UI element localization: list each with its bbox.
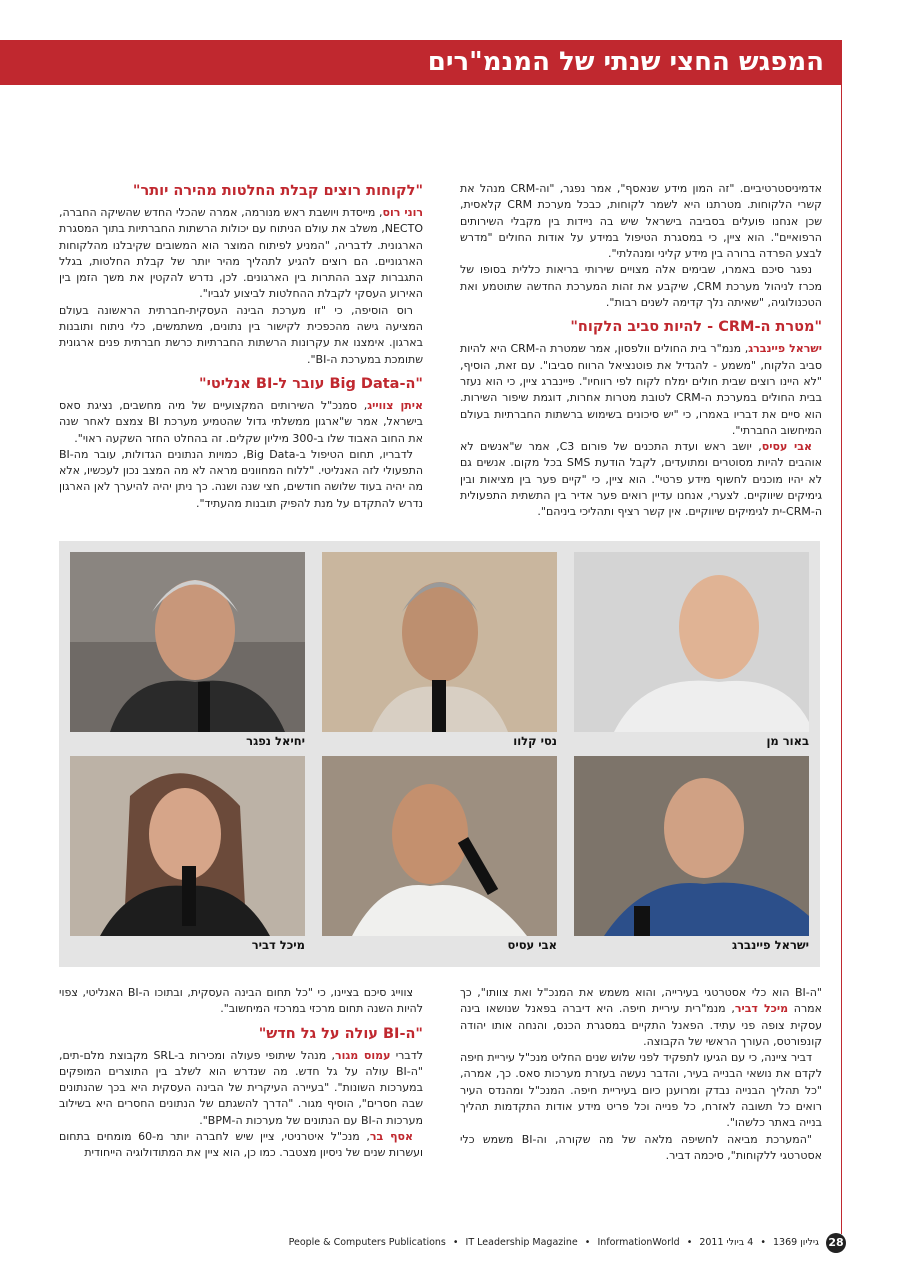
section-heading: "ה-BI עולה על גל חדש" bbox=[258, 1025, 423, 1042]
photo-caption: באור מן bbox=[766, 734, 809, 748]
paragraph: "המערכת מביאה לחשיפה מלאה של מה שקורה, וה-BI משמש כלי אסטרטגי ללקוחות", סיכמה דביר. bbox=[460, 1132, 822, 1162]
section-heading: "ה-Big Data עובר ל-BI אנליטי" bbox=[199, 375, 423, 392]
footer-separator: • bbox=[760, 1237, 766, 1248]
paragraph bbox=[59, 1048, 423, 1129]
paragraph-text: , מייסדת ויושבת ראש מנורמה, אמרה שהכלי החדש שהשיקה החברה, NECTO, משלב את עולם הניתוח עם יכולות הרשתות החברתיות בתוך המסגרת הארגונית. לדבריה, "המניע לפיתוח המוצר הוא המשובים שקיבלנו מהלקוחות הארגוניים. הם רוצים להגיע לתהליך מהיר יותר של קבלת החלטות, בגלל התגברות קצב ההתרות בין הארגונים. לכן, נדרש להקטין את משך הזמן בין האירוע העסקי לקבלת ההחלטות לביצוע לגביו". bbox=[59, 206, 423, 301]
portrait-photo bbox=[322, 552, 557, 732]
paragraph-text: , יושב ראש ועדת התכנים של פורום C3, אמר ש"אנשים לא אוהבים להיות מסוטרים ומתועדים, לקבל הודעת SMS בכל מקום. אנשים גם לא יהיו מוכנים לחשוף מידע פרטי". הוא ציין, כי "קיים פער בין מציאות ובין גימיקים שיווקיים. לצערי, אנחנו עדיין רואים פער אדיר בין התשתית התפעולית ה-CRM-ית לגימיקים שיווקיים. אין קשר רציף ותהליכי ביניהם". bbox=[460, 440, 822, 519]
magazine-name: IT Leadership Magazine bbox=[465, 1237, 578, 1248]
section-heading: "מטרת ה-CRM - להיות סביב הלקוח" bbox=[570, 319, 822, 336]
article-left-column-top bbox=[59, 175, 423, 512]
portrait-image bbox=[322, 756, 557, 936]
page-edge-line bbox=[841, 84, 842, 1234]
paragraph-text: , מנכ"ל איטרניטי, ציין שיש לחברה יותר מ-60 מומחים בתחום ועשרות שנים של ניסיון מצטבר. כמו כן, הוא ציין את המתודולוגיה הייחודית bbox=[59, 1130, 423, 1160]
paragraph-text: "ה-BI הוא כלי אסטרטגי בעירייה, והוא משמש את המנכ"ל ואת צוותו", כך אמרה bbox=[460, 986, 823, 1016]
paragraph: דביר ציינה, כי עם הגיעו לתפקיד לפני שלוש שנים החליט מנכ"ל עיריית חיפה לקדם את נושאי הבנייה בעיר, והדבר נעשה בעזרת מערכות סאס. כך, אמרה, "כל תהליך הבנייה נבדק ומרוענן כיום בעיריית חיפה. המנכ"ל ומהנדס העיר רואים כל תשובה לאזרח, כל פנייה וכל פריט מידע אודות התקדמות תהליך בנייה באתר כלשהו". bbox=[460, 1051, 822, 1130]
paragraph: צווייג סיכם בציינו, כי "כל תחום הבינה העסקית, ובתוכו ה-BI האנליטי, צפוי להיות השנה תחום מרכזי במרכזי המיחשוב". bbox=[59, 986, 423, 1016]
footer-separator: • bbox=[686, 1237, 693, 1248]
speaker-name: איתן צווייג bbox=[367, 398, 423, 412]
portrait-photo bbox=[574, 756, 809, 936]
photo-caption: מיכל דביר bbox=[251, 938, 305, 952]
paragraph: רוס הוסיפה, כי "זו מערכת הבינה העסקית-חברתית הראשונה בעולם המציעה גישה מהכפכית לקישור בין נתונים, משתמשים, כלי ניתוח ותובנות בארגון. אימצנו את עקרונות הרשתות החברתיות כרשת חברתית פנים ארגונית שתומכת במערכת ה-BI". bbox=[59, 303, 423, 366]
paragraph: אדמיניסטרטיביים. "זה המון מידע שנאסף", אמר נפגר, "וה-CRM מנהל את קשרי הלקוחות. מטרתנו היא לשמר לקוחות, כבכל מערכת CRM קלאסית, שכן אנחנו פועלים בסביבה בישראל שיש בה ניידות בין מקבלי השירותים הרפואיים". הוא ציין, כי במסגרת הטיפול במידע על אודות החולים "מדרש לבצע הפרדה ברורה בין מידע קליני ומנהלתי". bbox=[460, 182, 822, 261]
paragraph bbox=[59, 398, 423, 447]
article-right-column-bottom bbox=[460, 985, 822, 1164]
page-title: המפגש החצי שנתי של המנמ"רים bbox=[427, 47, 824, 77]
paragraph-text: , מנמ"רית עיריית חיפה. היא דיברה בפאנל שנושאו בינה עסקית צופה פני עתיד. הפאנל התקיים במסגרת הכנס, והנחה אותו יהודה קונפורטס, העורך הראשי של הקבוצה. bbox=[460, 1002, 822, 1048]
portrait-photo bbox=[70, 756, 305, 936]
paragraph-text: , סמנכ"ל השירותים המקצועיים של מיה מחשבים, נציגת סאס בישראל, אמר ש"ארגון ממשלתי גדול שהטמיע מערכת BI צמצם לאחר שנה את החוב האבוד שלו ב-300 מיליון שקלים. זה בהחלט החזר השקעה ראוי". bbox=[59, 398, 423, 445]
photo-caption: יחיאל נפגר bbox=[246, 734, 305, 748]
portrait-image bbox=[70, 756, 305, 936]
paragraph bbox=[460, 439, 822, 520]
speaker-name: מיכל דביר bbox=[734, 1002, 789, 1016]
paragraph bbox=[460, 985, 822, 1050]
article-left-column-bottom bbox=[59, 985, 423, 1162]
footer-separator: • bbox=[452, 1237, 459, 1248]
paragraph-text: , מנהל שיתופי פעולה ומכירות ב-SRL מקבוצת מלם-תים, "ה-BI עולה על גל חדש. מה שנדרש הוא לשלב בין התוצרים המופקים במערכות השונות". "בעיירה העיקרית של הבינה העסקית היא בכך שהנתונים שבה חסרים", הוסיף מגור. "הדרך להשגתם של הנתונים החסרים היא בשילוב מערכות ה-BI עם הנתונים של מערכות ה-BPM". bbox=[59, 1048, 423, 1127]
issue-number: גיליון 1369 bbox=[773, 1237, 819, 1248]
issue-date: 4 ביולי 2011 bbox=[699, 1237, 754, 1248]
paragraph: לדבריו, תחום הטיפול ב-Big Data, כמויות הנתונים הגדולות, עובר מה-BI התפעולי לזה האנליטי. "ללוח המחוונים מראה לא מה המצב נכון לעכשיו, אלא מה יהיה בעוד שלושה חודשים, חצי שנה ושנה. כך ניתן יהיה להיערך לאן הארגון נדרש להתקדם על מנת להפיק תובנות מהעתיד". bbox=[59, 447, 423, 510]
portrait-image bbox=[574, 552, 809, 732]
speaker-name: עמוס מגור bbox=[334, 1048, 391, 1062]
photo-panel bbox=[59, 541, 820, 967]
speaker-name: אסף בר bbox=[369, 1130, 413, 1144]
paragraph: נפגר סיכם באמרו, שבימים אלה מצויים שירותי בריאות כללית בסופו של מכרז לניהול מערכת CRM, שיקבע את זהות המערכת החדשה שתוטמע ואת הטכנולוגיה, "שאיתה נלך קדימה לשנים רבות". bbox=[460, 263, 822, 310]
portrait-photo bbox=[70, 552, 305, 732]
publication-name: InformationWorld bbox=[597, 1237, 680, 1248]
paragraph-text: , מנמ"ר בית החולים וולפסון, אמר שמטרת ה-CRM היא להיות סביב הלקוח, "משמע - להגדיל את פוטנציאל הרווח סביבו". עם זאת, הוסיף, "לא היינו רוצים שבית חולים ימלח לקוח לפי רווחיו". פיינברג ציין, כי הוא נעזר בבית החולים במערכת ה-CRM לטובת מטרות אחרות, דוגמת שיפור השירות. הוא סיים את דבריו באמרו, כי "יש סיכונים בשימוש ברשתות החברתיות בעולם המיחשוב החברתי". bbox=[460, 342, 822, 437]
photo-caption: נסי קלוו bbox=[513, 734, 557, 748]
speaker-name: רוני רוס bbox=[382, 206, 424, 219]
footer-separator: • bbox=[584, 1237, 591, 1248]
portrait-photo bbox=[322, 756, 557, 936]
speaker-name: אבי עסיס bbox=[761, 440, 812, 454]
paragraph-text: לדברי bbox=[390, 1048, 423, 1062]
header-bar bbox=[0, 40, 842, 84]
photo-caption: ישראל פיינברג bbox=[732, 938, 809, 952]
photo-caption: אבי עסיס bbox=[507, 938, 557, 952]
section-heading: "לקוחות רוצים קבלת החלטות מהירה יותר" bbox=[132, 183, 423, 199]
article-right-column-top bbox=[460, 181, 822, 521]
paragraph bbox=[59, 205, 423, 303]
page-footer bbox=[288, 1233, 846, 1253]
paragraph bbox=[460, 341, 822, 439]
publisher-name: People & Computers Publications bbox=[288, 1237, 446, 1248]
portrait-image bbox=[322, 552, 557, 732]
header-divider bbox=[0, 84, 842, 85]
paragraph bbox=[59, 1129, 423, 1162]
page-number: 28 bbox=[826, 1233, 846, 1253]
speaker-name: ישראל פיינברג bbox=[748, 342, 823, 356]
portrait-photo bbox=[574, 552, 809, 732]
portrait-image bbox=[70, 552, 305, 732]
portrait-image bbox=[574, 756, 809, 936]
